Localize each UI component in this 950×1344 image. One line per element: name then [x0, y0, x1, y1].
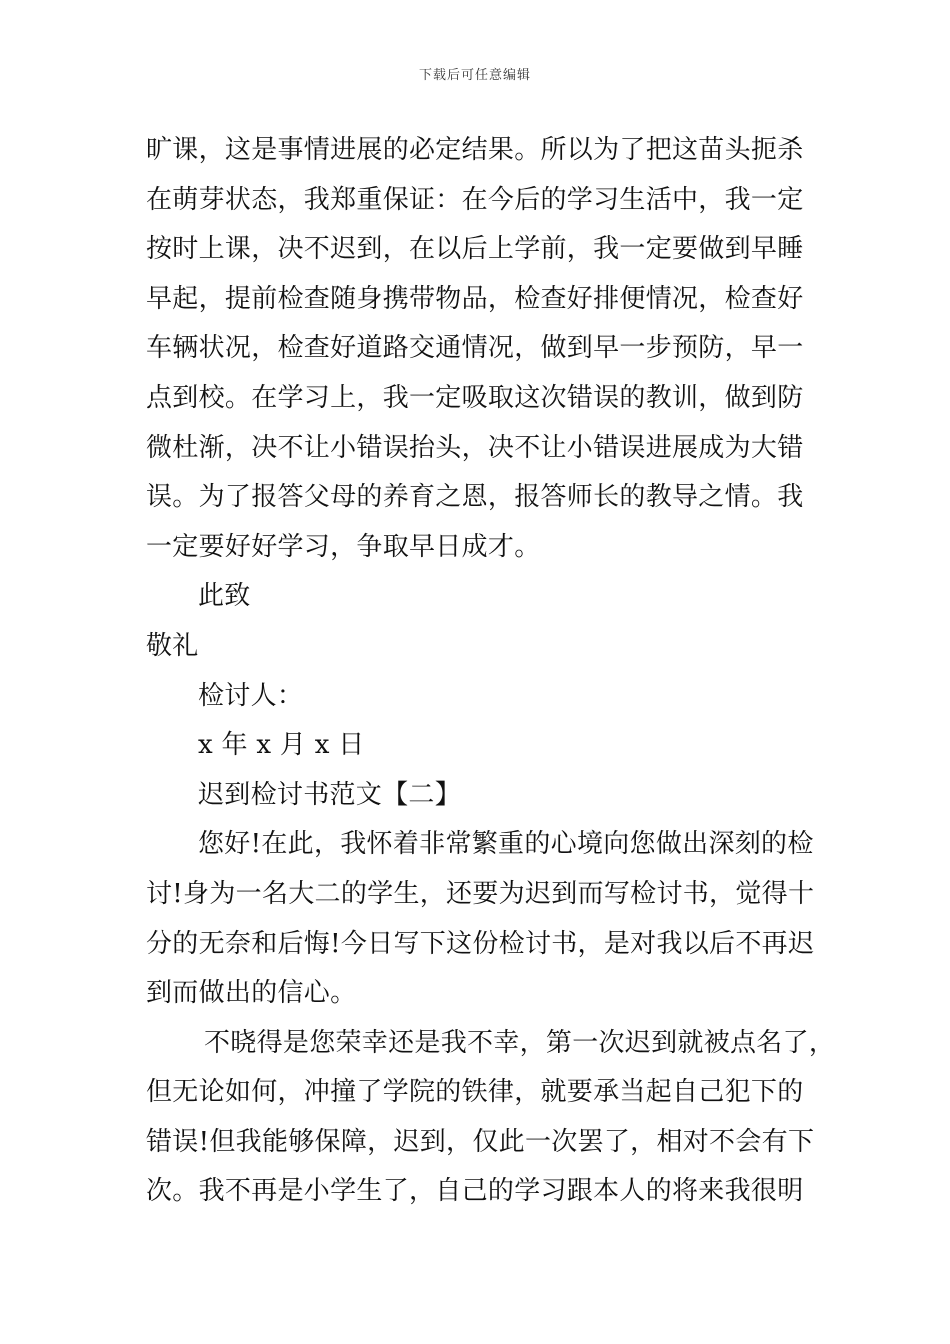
- salutation-line: 此致: [198, 581, 251, 612]
- paragraph-line: 车辆状况，检查好道路交通情况，做到早一步预防，早一: [146, 333, 804, 364]
- paragraph-line: 误。为了报答父母的养育之恩，报答师长的教导之情。我: [146, 482, 804, 513]
- paragraph-line: 但无论如何，冲撞了学院的铁律，就要承当起自己犯下的: [146, 1077, 804, 1108]
- section-heading: 迟到检讨书范文【二】: [198, 779, 462, 810]
- page-header-note: 下载后可任意编辑: [418, 68, 531, 83]
- paragraph-line: 点到校。在学习上，我一定吸取这次错误的教训，做到防: [146, 382, 804, 413]
- paragraph-line: 次。我不再是小学生了，自己的学习跟本人的将来我很明: [146, 1176, 804, 1207]
- paragraph-line: 分的无奈和后悔!今日写下这份检讨书，是对我以后不再迟: [146, 928, 815, 959]
- closing-line: 敬礼: [146, 630, 199, 661]
- paragraph-line: 早起，提前检查随身携带物品，检查好排便情况，检查好: [146, 283, 804, 314]
- signature-label: 检讨人：: [198, 680, 304, 711]
- paragraph-line: 在萌芽状态，我郑重保证：在今后的学习生活中，我一定: [146, 184, 804, 215]
- document-body: [146, 126, 836, 1217]
- paragraph-line: 到而做出的信心。: [146, 978, 357, 1009]
- paragraph-line: 错误!但我能够保障，迟到，仅此一次罢了，相对不会有下: [146, 1126, 815, 1157]
- paragraph-line: 一定要好好学习，争取早日成才。: [146, 531, 541, 562]
- paragraph-line: 讨!身为一名大二的学生，还要为迟到而写检讨书，觉得十: [146, 878, 815, 909]
- paragraph-line: 按时上课，决不迟到，在以后上学前，我一定要做到早睡: [146, 234, 804, 265]
- paragraph-line: 您好!在此，我怀着非常繁重的心境向您做出深刻的检: [198, 829, 814, 860]
- paragraph-line: 不晓得是您荣幸还是我不幸，第一次迟到就被点名了，: [204, 1027, 836, 1058]
- paragraph-line: 旷课，这是事情进展的必定结果。所以为了把这苗头扼杀: [146, 135, 804, 165]
- date-line: x 年 x 月 x 日: [198, 730, 365, 761]
- paragraph-line: 微杜渐，决不让小错误抬头，决不让小错误进展成为大错: [146, 432, 804, 463]
